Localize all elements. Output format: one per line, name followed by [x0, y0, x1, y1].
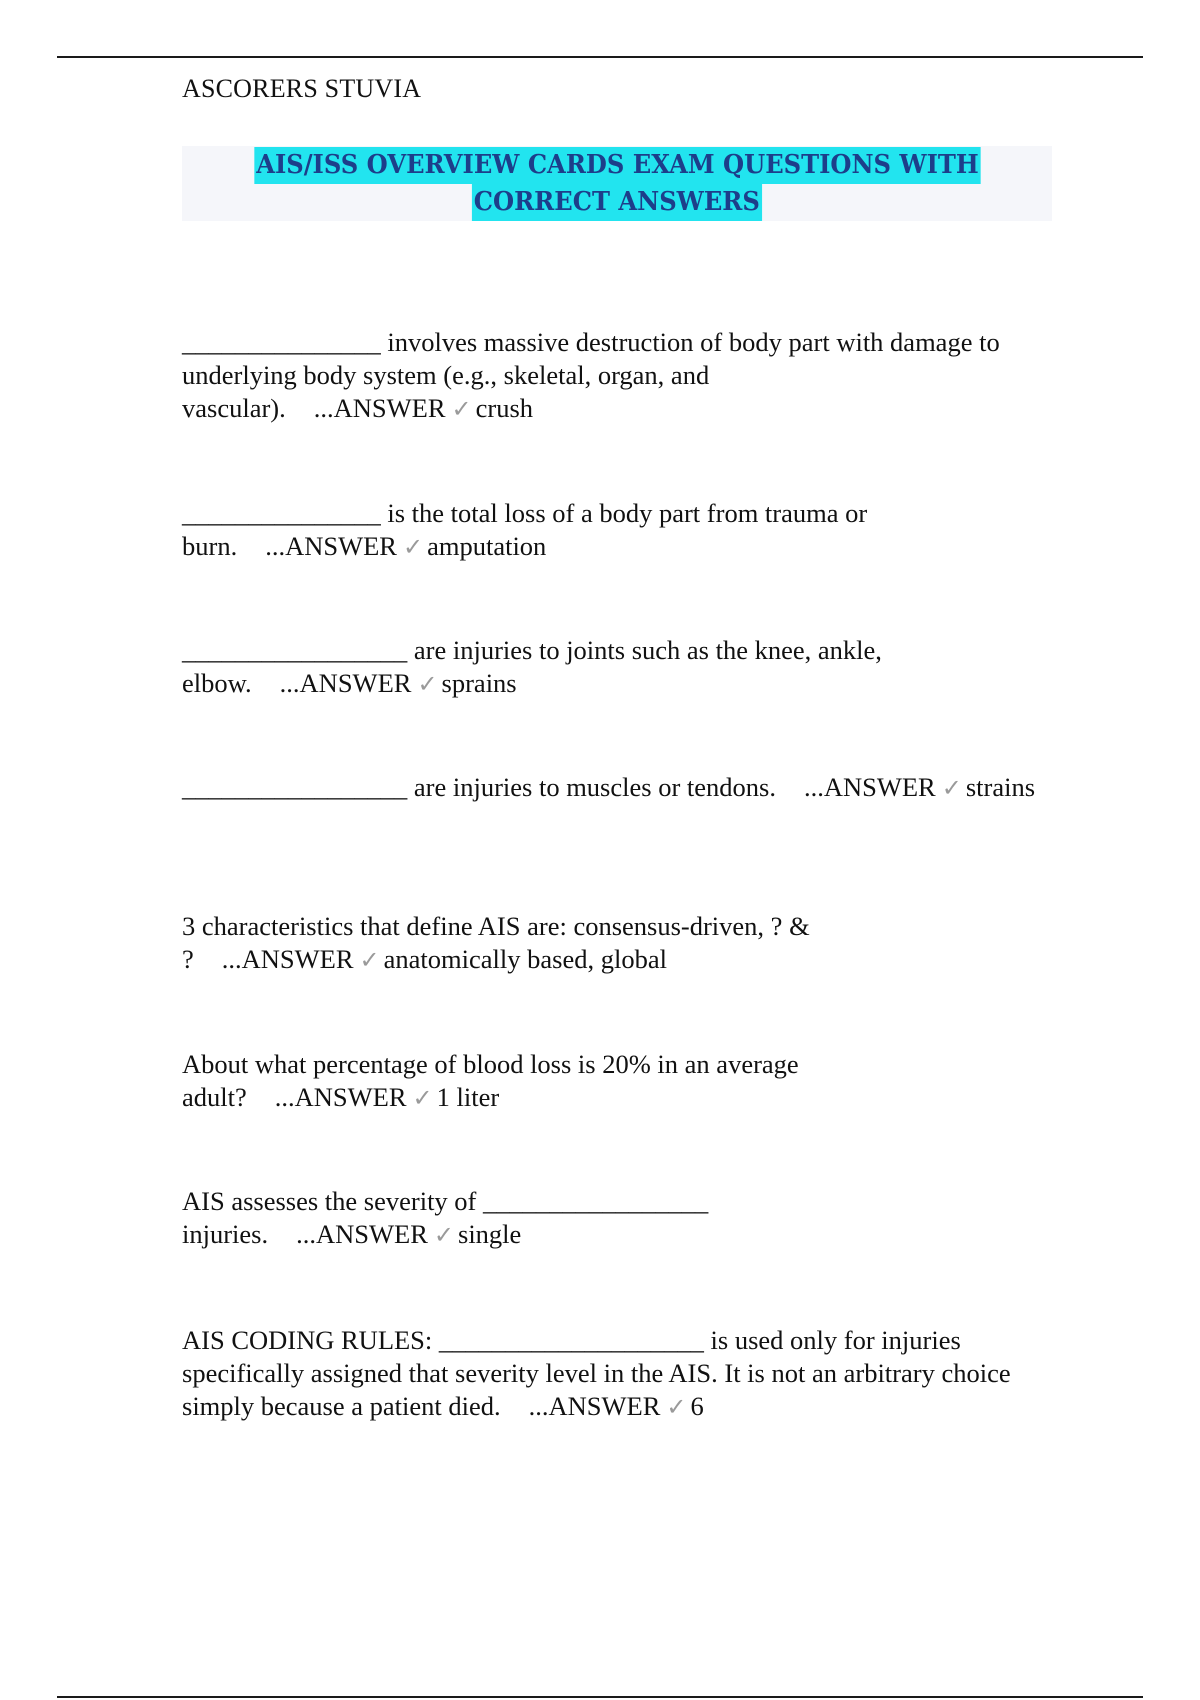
answer-text: sprains — [441, 668, 517, 698]
qa-item-6 — [182, 1048, 882, 1115]
qa-item-2 — [182, 497, 922, 564]
question-text: _______________ is the total loss of a body part from trauma or burn. — [182, 498, 868, 561]
question-text: _________________ are injuries to muscles or tendons. — [182, 772, 776, 802]
question-text: _________________ are injuries to joints such as the knee, ankle, elbow. — [182, 635, 882, 698]
question-text: About what percentage of blood loss is 20% in an average adult? — [182, 1049, 799, 1112]
check-icon: ✓ — [451, 395, 472, 423]
answer-label: ...ANSWER — [528, 1391, 661, 1421]
answer-label: ...ANSWER — [265, 531, 397, 561]
check-icon: ✓ — [359, 946, 380, 974]
qa-item-1 — [182, 326, 1062, 426]
check-icon: ✓ — [433, 1221, 454, 1249]
answer-label: ...ANSWER — [274, 1082, 407, 1112]
title-box — [182, 146, 1052, 221]
answer-text: anatomically based, global — [383, 944, 667, 974]
answer-text: crush — [475, 393, 534, 423]
check-icon: ✓ — [941, 774, 962, 802]
answer-text: amputation — [427, 531, 547, 561]
bottom-rule — [57, 1696, 1143, 1698]
qa-item-8 — [182, 1324, 1012, 1424]
question-text: AIS CODING RULES: ____________________ is used only for injuries specifically assigned that severity level in the AIS. It is not an arbitrary choice simply because a patient died. — [182, 1325, 1011, 1421]
answer-label: ...ANSWER — [803, 772, 936, 802]
answer-label: ...ANSWER — [313, 393, 446, 423]
question-text: 3 characteristics that define AIS are: consensus-driven, ? & ? — [182, 911, 810, 974]
qa-item-5 — [182, 910, 1062, 977]
top-rule — [57, 56, 1143, 58]
qa-item-7 — [182, 1185, 1042, 1252]
answer-text: strains — [965, 772, 1036, 802]
answer-label: ...ANSWER — [296, 1219, 428, 1249]
page-title-line-2: CORRECT ANSWERS — [472, 184, 762, 221]
answer-label: ...ANSWER — [279, 668, 412, 698]
answer-label: ...ANSWER — [221, 944, 354, 974]
page-title-line-1: AIS/ISS OVERVIEW CARDS EXAM QUESTIONS WITH — [254, 147, 980, 184]
question-text: _______________ involves massive destruction of body part with damage to underlying body system (e.g., skeletal, organ, and vascular). — [182, 327, 1000, 423]
qa-item-4 — [182, 771, 1042, 805]
answer-text: 6 — [690, 1391, 704, 1421]
check-icon: ✓ — [402, 533, 424, 561]
answer-text: 1 liter — [436, 1082, 500, 1112]
question-text: AIS assesses the severity of _________________ injuries. — [182, 1186, 709, 1249]
qa-item-3 — [182, 634, 922, 701]
check-icon: ✓ — [412, 1084, 433, 1112]
check-icon: ✓ — [417, 670, 438, 698]
check-icon: ✓ — [666, 1393, 687, 1421]
answer-text: single — [458, 1219, 522, 1249]
page-header: ASCORERS STUVIA — [182, 74, 422, 103]
